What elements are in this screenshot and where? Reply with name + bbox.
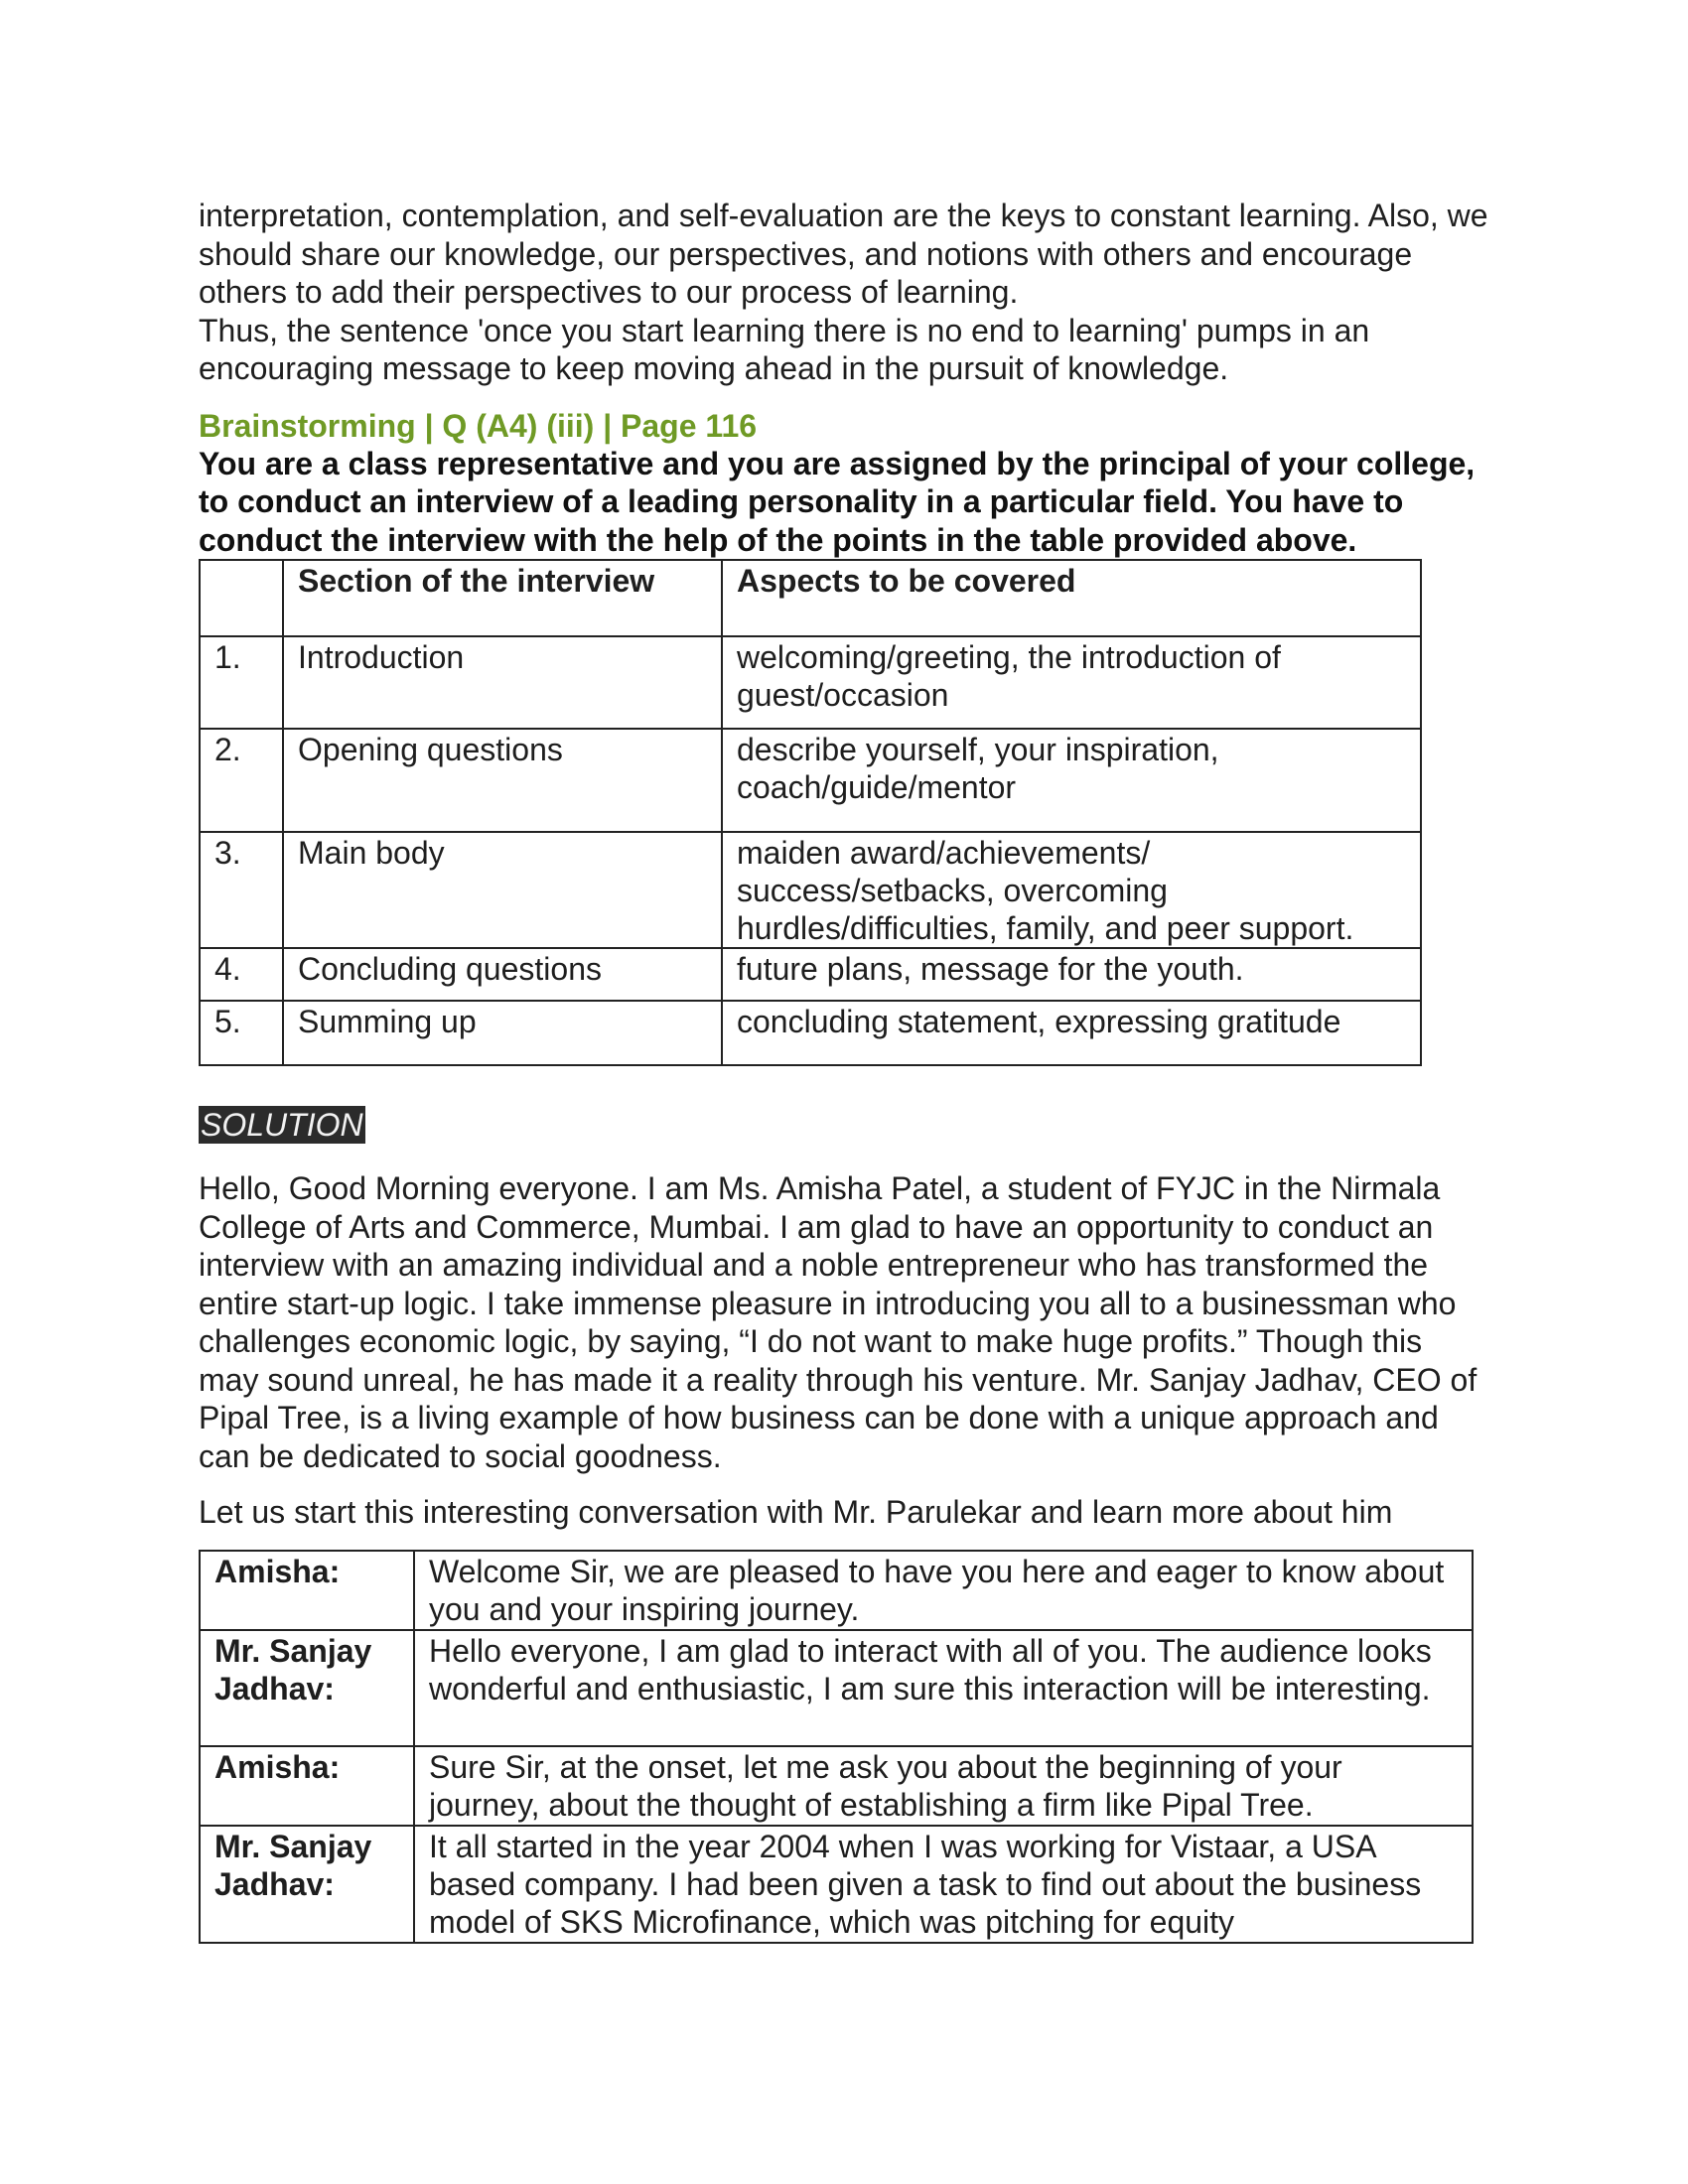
table-header-cell: Aspects to be covered <box>722 560 1421 636</box>
dialogue-row <box>200 1746 1473 1826</box>
body-paragraph: Thus, the sentence 'once you start learning there is no end to learning' pumps in an encouraging message to keep moving ahead in the pursuit of knowledge. <box>199 312 1370 386</box>
document-page <box>199 197 1489 1944</box>
table-row <box>200 729 1421 832</box>
solution-label-wrap <box>199 1106 1489 1146</box>
row-section: Introduction <box>283 636 722 729</box>
speaker-name: Amisha: <box>200 1551 414 1630</box>
lead-in-paragraph: Let us start this interesting conversation with Mr. Parulekar and learn more about him <box>199 1494 1393 1530</box>
table-row <box>200 1001 1421 1065</box>
row-number: 4. <box>200 948 283 1001</box>
solution-label: SOLUTION <box>201 1107 363 1143</box>
row-aspects: concluding statement, expressing gratitude <box>722 1001 1421 1065</box>
dialogue-row <box>200 1826 1473 1943</box>
dialogue-table <box>199 1550 1474 1944</box>
dialogue-row <box>200 1551 1473 1630</box>
table-row <box>200 832 1421 948</box>
row-aspects: future plans, message for the youth. <box>722 948 1421 1001</box>
table-header-cell <box>200 560 283 636</box>
speaker-name: Mr. Sanjay Jadhav: <box>200 1826 414 1943</box>
dialogue-row <box>200 1630 1473 1746</box>
row-number: 2. <box>200 729 283 832</box>
interview-sections-table <box>199 559 1422 1066</box>
row-section: Main body <box>283 832 722 948</box>
row-aspects: maiden award/achievements/ success/setbacks, overcoming hurdles/difficulties, family, and peer support. <box>722 832 1421 948</box>
row-section: Opening questions <box>283 729 722 832</box>
dialogue-text: Sure Sir, at the onset, let me ask you about the beginning of your journey, about the thought of establishing a firm like Pipal Tree. <box>414 1746 1473 1826</box>
section-heading: Brainstorming | Q (A4) (iii) | Page 116 <box>199 407 758 444</box>
speaker-name: Amisha: <box>200 1746 414 1826</box>
question-text: You are a class representative and you are assigned by the principal of your college, to conduct an interview of a leading personality in a particular field. You have to conduct the interview with the help of the points in the table provided above. <box>199 445 1476 558</box>
dialogue-text: Hello everyone, I am glad to interact with all of you. The audience looks wonderful and enthusiastic, I am sure this interaction will be interesting. <box>414 1630 1473 1746</box>
row-section: Summing up <box>283 1001 722 1065</box>
row-section: Concluding questions <box>283 948 722 1001</box>
dialogue-text: Welcome Sir, we are pleased to have you here and eager to know about you and your inspiring journey. <box>414 1551 1473 1630</box>
intro-paragraph: Hello, Good Morning everyone. I am Ms. Amisha Patel, a student of FYJC in the Nirmala College of Arts and Commerce, Mumbai. I am glad to have an opportunity to conduct an interview with an amazing individual and a noble entrepreneur who has transformed the entire start-up logic. I take immense pleasure in introducing you all to a businessman who challenges economic logic, by saying, “I do not want to make huge profits.” Though this may sound unreal, he has made it a reality through his venture. Mr. Sanjay Jadhav, CEO of Pipal Tree, is a living example of how business can be done with a unique approach and can be dedicated to social goodness. <box>199 1170 1477 1474</box>
dialogue-text: It all started in the year 2004 when I was working for Vistaar, a USA based company. I had been given a task to find out about the business model of SKS Microfinance, which was pitching for equity <box>414 1826 1473 1943</box>
row-number: 1. <box>200 636 283 729</box>
row-aspects: describe yourself, your inspiration, coach/guide/mentor <box>722 729 1421 832</box>
table-header-cell: Section of the interview <box>283 560 722 636</box>
body-paragraph: interpretation, contemplation, and self-evaluation are the keys to constant learning. Also, we should share our knowledge, our perspectives, and notions with others and encourage others to add their perspectives to our process of learning. <box>199 198 1488 310</box>
row-number: 5. <box>200 1001 283 1065</box>
row-aspects: welcoming/greeting, the introduction of guest/occasion <box>722 636 1421 729</box>
speaker-name: Mr. Sanjay Jadhav: <box>200 1630 414 1746</box>
table-row <box>200 948 1421 1001</box>
row-number: 3. <box>200 832 283 948</box>
table-row <box>200 636 1421 729</box>
table-header-row <box>200 560 1421 636</box>
